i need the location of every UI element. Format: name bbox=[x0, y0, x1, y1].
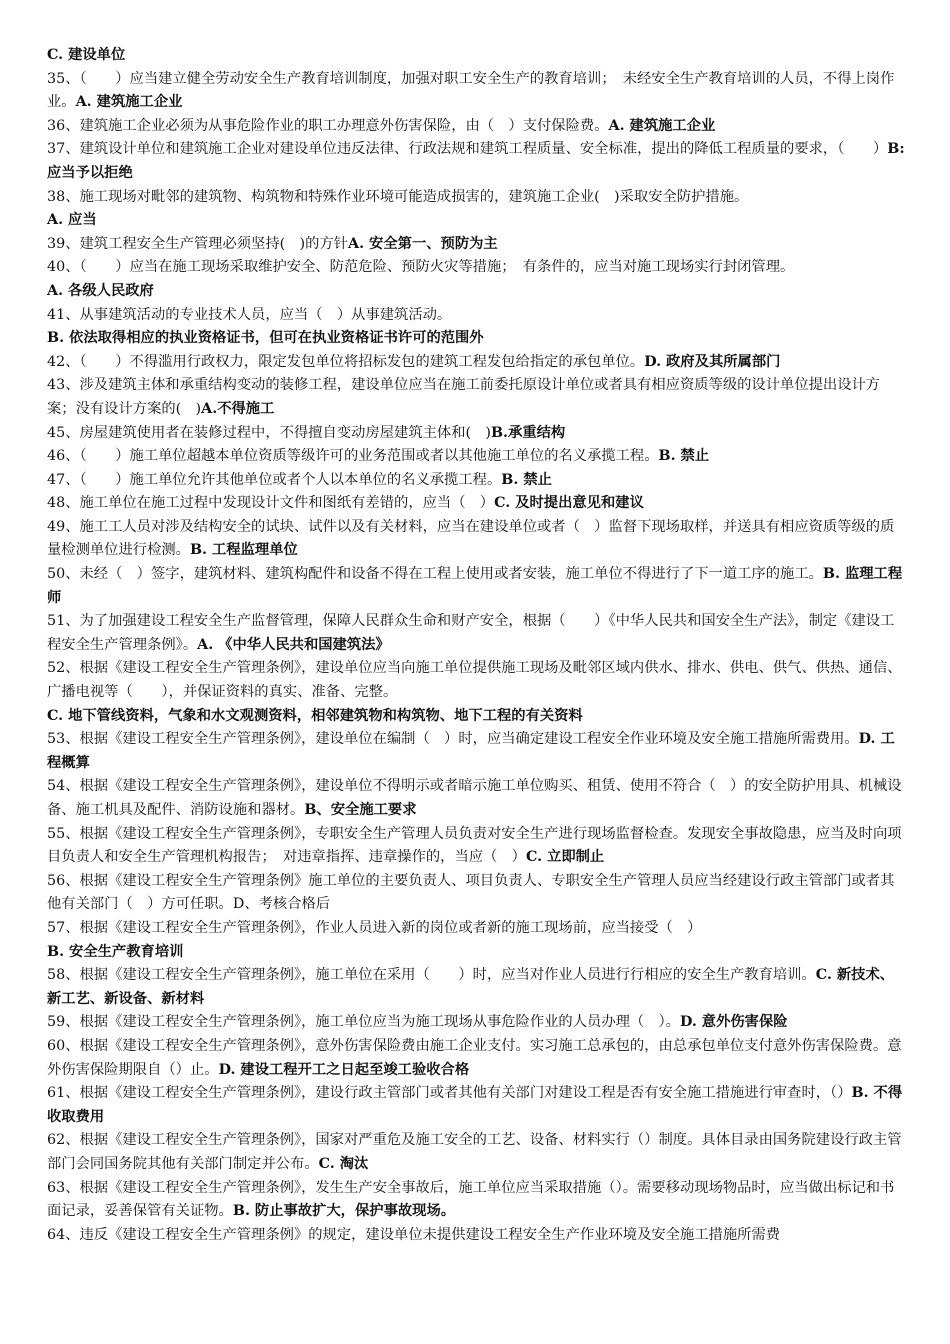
answer-text: B.承重结构 bbox=[490, 424, 566, 441]
question-item bbox=[47, 870, 906, 917]
question-item bbox=[47, 1224, 906, 1248]
question-text: 35、（ ）应当建立健全劳动安全生产教育培训制度，加强对职工安全生产的教育培训； 未经安全生产教育培训的人员，不得上岗作业。 bbox=[47, 70, 895, 111]
question-text: 52、根据《建设工程安全生产管理条例》，建设单位应当向施工单位提供施工现场及毗邻区域内供水、排水、供电、供气、供热、通信、广播电视等（ ），并保证资料的真实、准备、完整。 bbox=[47, 660, 902, 701]
answer-text: C. 立即制止 bbox=[525, 849, 605, 866]
answer-text: C. 新技术、新工艺、新设备、新材料 bbox=[47, 967, 895, 1007]
question-item bbox=[47, 68, 906, 115]
question-text: 50、未经（ ）签字，建筑材料、建筑构配件和设备不得在工程上使用或者安装，施工单位不得进行了下一道工序的施工。 bbox=[47, 566, 823, 583]
question-item bbox=[47, 728, 906, 775]
question-text: 62、根据《建设工程安全生产管理条例》，国家对严重危及施工安全的工艺、设备、材料实行（）制度。具体目录由国务院建设行政主管部门会同国务院其他有关部门制定并公布。 bbox=[47, 1132, 902, 1172]
question-item bbox=[47, 115, 906, 139]
question-text: 43、涉及建筑主体和承重结构变动的装修工程，建设单位应当在施工前委托原设计单位或者具有相应资质等级的设计单位提出设计方案；没有设计方案的( ) bbox=[47, 377, 881, 417]
question-text: 60、根据《建设工程安全生产管理条例》，意外伤害保险费由施工企业支付。实习施工总承包的，由总承包单位支付意外伤害保险费。意外伤害保险期限自（）止。 bbox=[47, 1037, 902, 1078]
question-text: 64、违反《建设工程安全生产管理条例》的规定，建设单位未提供建设工程安全生产作业环境及安全施工措施所需费 bbox=[47, 1226, 781, 1243]
question-item bbox=[47, 705, 906, 729]
answer-text: A. 建筑施工企业 bbox=[75, 94, 183, 111]
question-item bbox=[47, 516, 906, 563]
question-item bbox=[47, 138, 906, 185]
answer-text: D. 意外伤害保险 bbox=[679, 1014, 788, 1031]
answer-text: B. 安全生产教育培训 bbox=[47, 943, 184, 960]
answer-text: B. 禁止 bbox=[658, 448, 710, 465]
question-item bbox=[47, 492, 906, 516]
answer-text: A. 各级人民政府 bbox=[47, 282, 154, 299]
question-item bbox=[47, 44, 906, 68]
question-item bbox=[47, 256, 906, 280]
question-item bbox=[47, 304, 906, 328]
question-text: 57、根据《建设工程安全生产管理条例》，作业人员进入新的岗位或者新的施工现场前，应当接受（ ） bbox=[47, 919, 702, 936]
question-item bbox=[47, 445, 906, 469]
answer-text: A. 应当 bbox=[47, 212, 97, 229]
answer-text: B:应当予以拒绝 bbox=[47, 141, 905, 181]
answer-text: B. 禁止 bbox=[501, 471, 552, 488]
question-item bbox=[47, 657, 906, 704]
question-item bbox=[47, 563, 906, 610]
question-item bbox=[47, 186, 906, 210]
answer-text: C. 建设单位 bbox=[47, 47, 126, 63]
answer-text: B. 工程监理单位 bbox=[189, 542, 298, 559]
question-item bbox=[47, 209, 906, 233]
question-text: 63、根据《建设工程安全生产管理条例》，发生生产安全事故后，施工单位应当采取措施（）。需要移动现场物品时，应当做出标记和书面记录，妥善保管有关证物。 bbox=[47, 1179, 895, 1220]
question-item bbox=[47, 917, 906, 941]
question-item bbox=[47, 610, 906, 657]
question-item bbox=[47, 775, 906, 822]
question-text: 49、施工工人员对涉及结构安全的试块、试件以及有关材料，应当在建设单位或者（ ）监督下现场取样，并送具有相应资质等级的质量检测单位进行检测。 bbox=[47, 518, 895, 559]
answer-text: B、安全施工要求 bbox=[304, 802, 417, 818]
answer-text: A.不得施工 bbox=[201, 400, 275, 417]
question-text: 46、（ ）施工单位超越本单位资质等级许可的业务范围或者以其他施工单位的名义承揽工程。 bbox=[47, 448, 659, 465]
answer-text: A. 安全第一、预防为主 bbox=[348, 235, 498, 252]
answer-text: C. 及时提出意见和建议 bbox=[494, 495, 644, 512]
answer-text: C. 地下管线资料，气象和水文观测资料，相邻建筑物和构筑物、地下工程的有关资料 bbox=[47, 707, 583, 724]
answer-text: A. 建筑施工企业 bbox=[608, 117, 716, 134]
question-item bbox=[47, 374, 906, 421]
question-text: 48、施工单位在施工过程中发现设计文件和图纸有差错的，应当（ ） bbox=[47, 495, 495, 512]
question-item bbox=[47, 280, 906, 304]
answer-text: B. 不得收取费用 bbox=[47, 1085, 903, 1125]
question-item bbox=[47, 233, 906, 257]
question-text: 56、根据《建设工程安全生产管理条例》施工单位的主要负责人、项目负责人、专职安全生产管理人员应当经建设行政主管部门或者其他有关部门（ ）方可任职。D、考核合格后 bbox=[47, 872, 895, 913]
question-text: 53、根据《建设工程安全生产管理条例》，建设单位在编制（ ）时，应当确定建设工程安全作业环境及安全施工措施所需费用。 bbox=[47, 731, 859, 748]
question-text: 40、（ ）应当在施工现场采取维护安全、防范危险、预防火灾等措施； 有条件的，应当对施工现场实行封闭管理。 bbox=[47, 259, 795, 276]
answer-text: C. 淘汰 bbox=[318, 1155, 369, 1172]
question-text: 54、根据《建设工程安全生产管理条例》，建设单位不得明示或者暗示施工单位购买、租赁、使用不符合（ ）的安全防护用具、机械设备、施工机具及配件、消防设施和器材。 bbox=[47, 778, 902, 818]
question-item bbox=[47, 1082, 906, 1129]
question-item bbox=[47, 422, 906, 446]
question-text: 41、从事建筑活动的专业技术人员，应当（ ）从事建筑活动。 bbox=[47, 306, 452, 323]
question-text: 37、建筑设计单位和建筑施工企业对建设单位违反法律、行政法规和建筑工程质量、安全标准，提出的降低工程质量的要求，（ ） bbox=[47, 141, 888, 158]
question-text: 38、施工现场对毗邻的建筑物、构筑物和特殊作业环境可能造成损害的，建筑施工企业( )采取安全防护措施。 bbox=[47, 188, 749, 205]
question-text: 39、建筑工程安全生产管理必须坚持( )的方针 bbox=[47, 235, 348, 252]
question-text: 42、（ ）不得滥用行政权力，限定发包单位将招标发包的建筑工程发包给指定的承包单位。 bbox=[47, 353, 645, 370]
question-text: 51、为了加强建设工程安全生产监督管理，保障人民群众生命和财产安全，根据（ ）《中华人民共和国安全生产法》，制定《建设工程安全生产管理条例》。 bbox=[47, 613, 895, 653]
answer-text: D. 建设工程开工之日起至竣工验收合格 bbox=[218, 1061, 470, 1078]
question-text: 59、根据《建设工程安全生产管理条例》，施工单位应当为施工现场从事危险作业的人员办理（ ）。 bbox=[47, 1014, 680, 1031]
question-item bbox=[47, 964, 906, 1011]
question-text: 36、建筑施工企业必须为从事危险作业的职工办理意外伤害保险，由（ ）支付保险费。 bbox=[47, 117, 609, 134]
question-item bbox=[47, 823, 906, 870]
question-item bbox=[47, 469, 906, 493]
question-text: 55、根据《建设工程安全生产管理条例》，专职安全生产管理人员负责对安全生产进行现场监督检查。发现安全事故隐患，应当及时向项目负责人和安全生产管理机构报告； 对违章指挥、违章操作的，当应（ ） bbox=[47, 825, 902, 866]
answer-text: D. 政府及其所属部门 bbox=[644, 353, 781, 370]
answer-text: B. 防止事故扩大，保护事故现场。 bbox=[232, 1203, 456, 1220]
question-text: 61、根据《建设工程安全生产管理条例》，建设行政主管部门或者其他有关部门对建设工程是否有安全施工措施进行审查时，（） bbox=[47, 1085, 852, 1102]
question-text: 58、根据《建设工程安全生产管理条例》，施工单位在采用（ ）时，应当对作业人员进行行相应的安全生产教育培训。 bbox=[47, 967, 816, 984]
question-list bbox=[47, 44, 906, 1247]
question-item bbox=[47, 1177, 906, 1224]
question-item bbox=[47, 941, 906, 965]
question-text: 47、（ ）施工单位允许其他单位或者个人以本单位的名义承揽工程。 bbox=[47, 471, 502, 488]
question-text: 45、房屋建筑使用者在装修过程中，不得擅自变动房屋建筑主体和( ) bbox=[47, 424, 491, 441]
answer-text: A. 《中华人民共和国建筑法》 bbox=[197, 636, 390, 653]
question-item bbox=[47, 1035, 906, 1082]
answer-text: B. 监理工程师 bbox=[47, 566, 903, 606]
question-item bbox=[47, 1011, 906, 1035]
question-item bbox=[47, 327, 906, 351]
answer-text: B. 依法取得相应的执业资格证书，但可在执业资格证书许可的范围外 bbox=[47, 330, 484, 347]
answer-text: D. 工程概算 bbox=[47, 731, 895, 771]
question-item bbox=[47, 351, 906, 375]
question-item bbox=[47, 1129, 906, 1176]
